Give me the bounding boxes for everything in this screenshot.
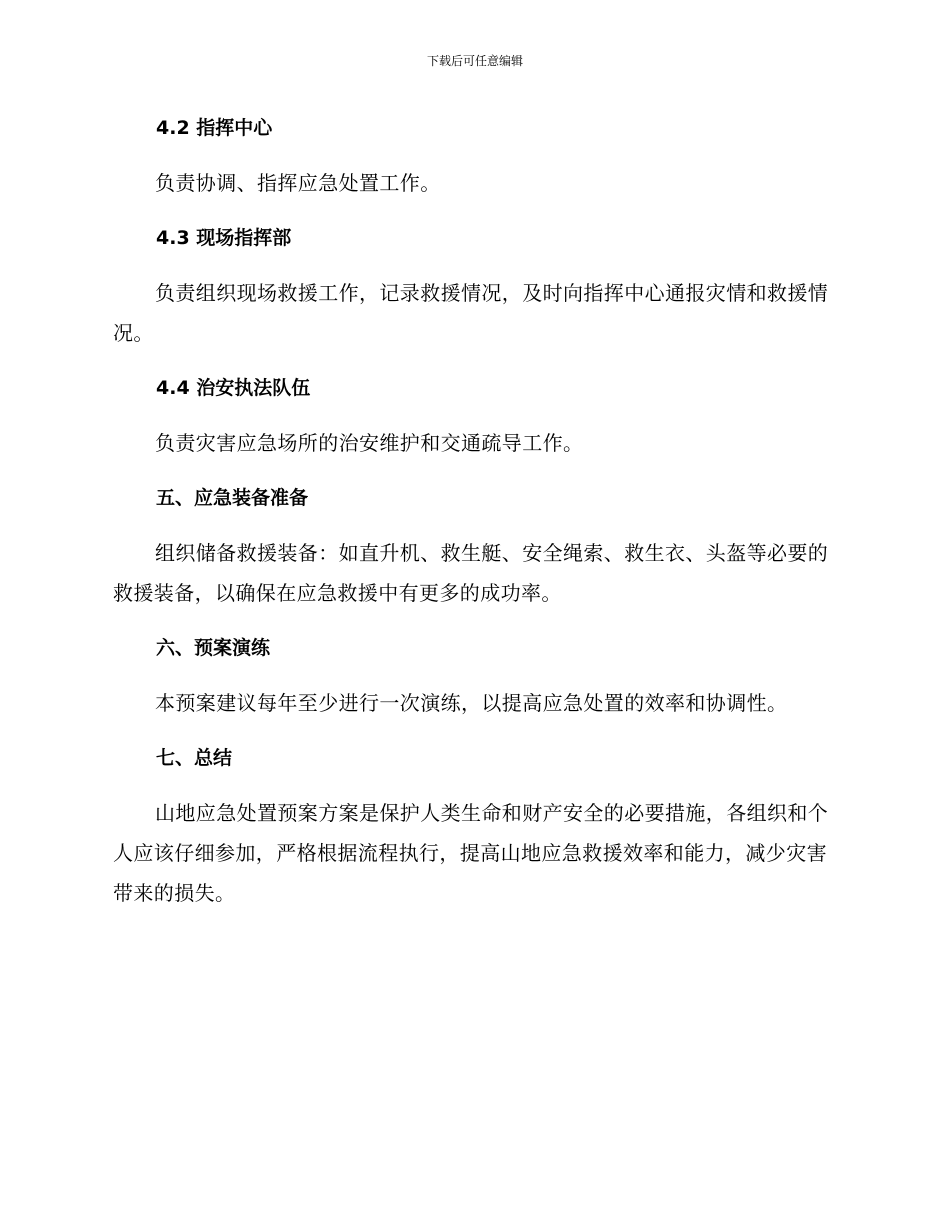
document-body — [113, 108, 833, 928]
section-paragraph-4-2: 负责协调、指挥应急处置工作。 — [155, 171, 441, 195]
section-paragraph-drill: 本预案建议每年至少进行一次演练，以提高应急处置的效率和协调性。 — [155, 691, 788, 715]
section-heading-4-3: 4.3 现场指挥部 — [156, 227, 292, 249]
page-header-note: 下载后可任意编辑 — [426, 54, 523, 68]
section-paragraph-summary: 山地应急处置预案方案是保护人类生命和财产安全的必要措施，各组织和个人应该仔细参加，严格根据流程执行，提高山地应急救援效率和能力，减少灾害带来的损失。 — [113, 801, 829, 905]
section-heading-summary: 七、总结 — [156, 747, 233, 769]
section-heading-equipment: 五、应急装备准备 — [156, 487, 309, 509]
section-heading-4-4: 4.4 治安执法队伍 — [156, 377, 311, 399]
section-heading-4-2: 4.2 指挥中心 — [156, 117, 273, 139]
section-paragraph-4-3: 负责组织现场救援工作，记录救援情况，及时向指挥中心通报灾情和救援情况。 — [113, 281, 829, 345]
section-paragraph-equipment: 组织储备救援装备：如直升机、救生艇、安全绳索、救生衣、头盔等必要的救援装备，以确保在应急救援中有更多的成功率。 — [113, 541, 829, 605]
section-heading-drill: 六、预案演练 — [156, 637, 271, 659]
section-paragraph-4-4: 负责灾害应急场所的治安维护和交通疏导工作。 — [155, 431, 584, 455]
